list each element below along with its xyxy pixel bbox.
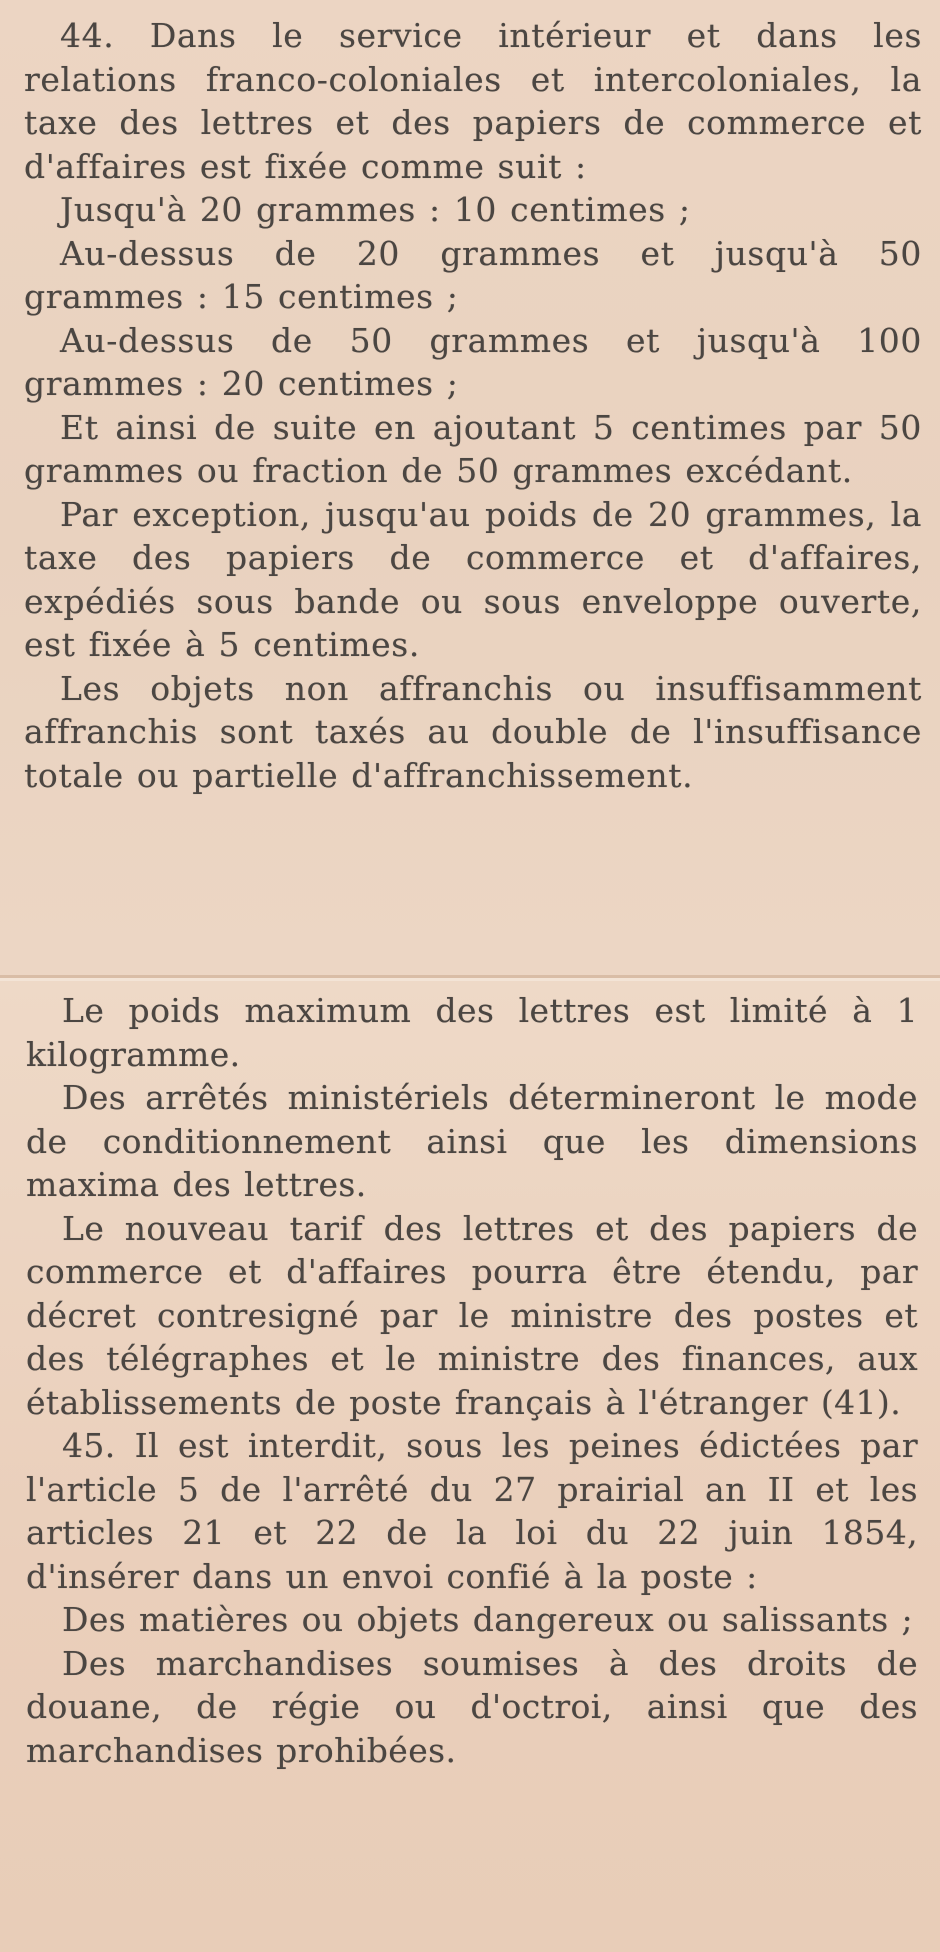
ministerial-orders: Des arrêtés ministériels détermineront le mode de conditionnement ainsi que les dimensions maxima des lettres. [26,1078,918,1204]
bottom-clipping [0,978,940,1952]
rate-up-to-20g: Jusqu'à 20 grammes : 10 centimes ; [60,190,691,229]
rate-20-to-50g: Au-dessus de 20 grammes et jusqu'à 50 grammes : 15 centimes ; [24,233,922,316]
max-weight-rule: Le poids maximum des lettres est limité à 1 kilogramme. [26,991,918,1074]
prohibited-goods: Des marchandises soumises à des droits de douane, de régie ou d'octroi, ainsi que des marchandises prohibées. [26,1643,918,1770]
exception-commercial-papers: Par exception, jusqu'au poids de 20 grammes, la taxe des papiers de commerce et d'affaires, expédiés sous bande ou sous enveloppe ouverte, est fixée à 5 centimes. [24,494,922,664]
article-45-intro: 45. Il est interdit, sous les peines édictées par l'article 5 de l'arrêté du 27 prairial an II et les articles 21 et 22 de la loi du 22 juin 1854, d'insérer dans un envoi confié à la poste : [26,1426,918,1596]
article-44-intro: 44. Dans le service intérieur et dans les relations franco-coloniales et intercoloniales, la taxe des lettres et des papiers de commerce et d'affaires est fixée comme suit : [24,16,922,186]
unpaid-items-rule: Les objets non affranchis ou insuffisamment affranchis sont taxés au double de l'insuffisance totale ou partielle d'affranchissement. [24,668,922,795]
prohibited-dangerous: Des matières ou objets dangereux ou salissants ; [62,1600,913,1639]
rate-increment-rule: Et ainsi de suite en ajoutant 5 centimes par 50 grammes ou fraction de 50 grammes excédant. [24,407,922,490]
tariff-extension: Le nouveau tarif des lettres et des papiers de commerce et d'affaires pourra être étendu, par décret contresigné par le ministre des postes et des télégraphes et le ministre des finances, aux établissements de poste français à l'étranger (41). [26,1208,918,1422]
rate-50-to-100g: Au-dessus de 50 grammes et jusqu'à 100 grammes : 20 centimes ; [24,320,922,403]
